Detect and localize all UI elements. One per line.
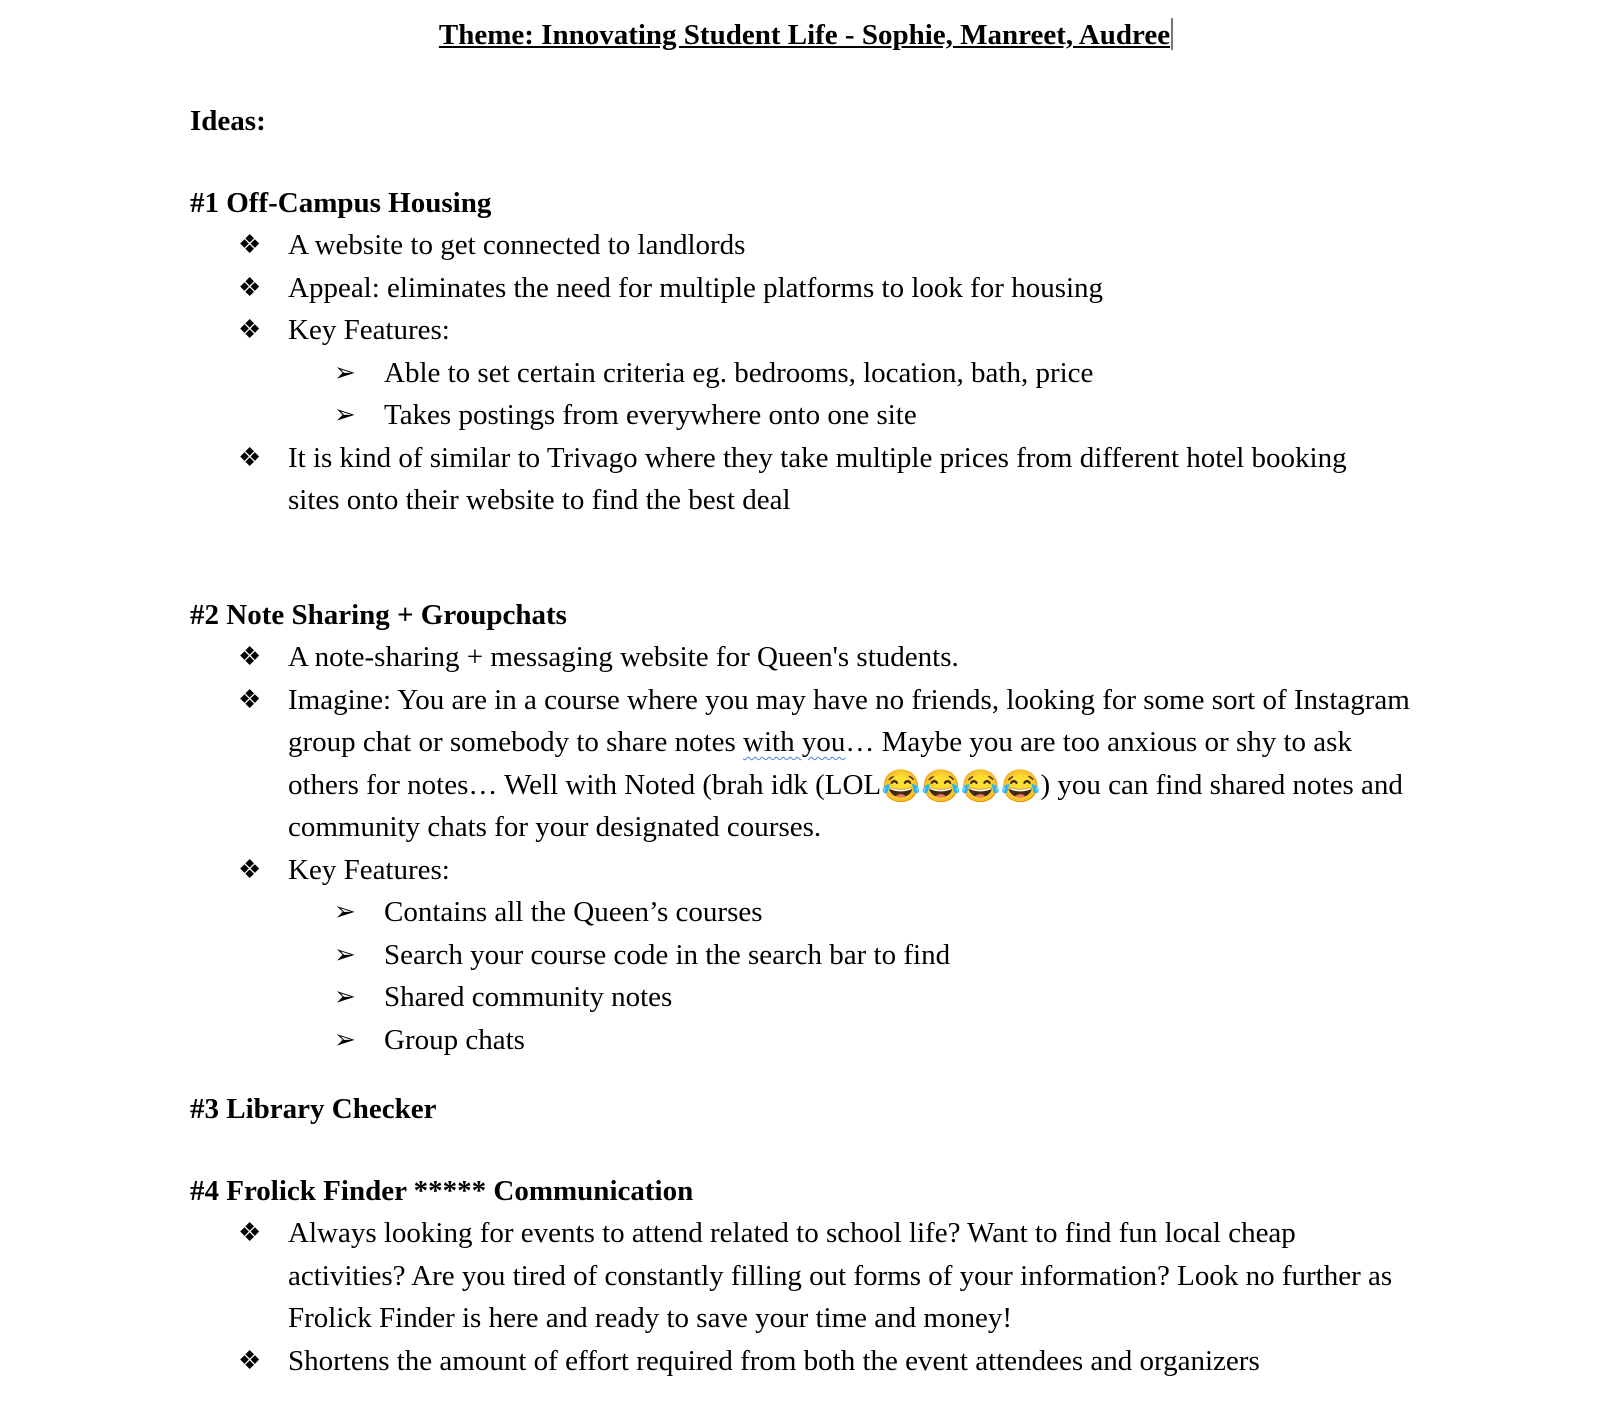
sub-list-item: ➢ Takes postings from everywhere onto one site [0, 394, 1384, 437]
list-item: ❖ Key Features: [0, 309, 1423, 352]
section-1-list [0, 224, 1423, 522]
ideas-label: Ideas: [190, 105, 266, 137]
list-item: ❖ Imagine: You are in a course where you may have no friends, looking for some sort of Instagram group chat or somebody to share notes with you… Maybe you are too anxious or shy to ask others for notes… Well with Noted (brah idk (LOL😂😂😂😂) you can find shared notes and community chats for your designated courses. [0, 679, 1428, 849]
list-item: ❖ Appeal: eliminates the need for multiple platforms to look for housing [0, 267, 1423, 310]
section-2-list [0, 636, 1428, 1061]
arrow-bullet-icon: ➢ [334, 982, 356, 1011]
sub-list-item: ➢ Shared community notes [0, 976, 1384, 1019]
list-item: ❖ Key Features: [0, 849, 1423, 892]
list-item: ❖ Shortens the amount of effort required from both the event attendees and organizers [0, 1340, 1408, 1383]
diamond-bullet-icon: ❖ [238, 684, 262, 714]
sub-list-item: ➢ Group chats [0, 1019, 1384, 1062]
title-text: Theme: Innovating Student Life - Sophie, Manreet, Audree [438, 19, 1171, 51]
diamond-bullet-icon: ❖ [238, 1345, 262, 1375]
laughing-emoji-icon: 😂😂😂😂 [881, 767, 1041, 804]
diamond-bullet-icon: ❖ [238, 230, 262, 259]
section-heading-library-checker: #3 Library Checker [190, 1093, 437, 1125]
sub-list-item: ➢ Contains all the Queen’s courses [0, 891, 1384, 934]
document-title [0, 18, 1612, 52]
sub-list-item: ➢ Search your course code in the search bar to find [0, 934, 1384, 977]
section-heading-off-campus-housing: #1 Off-Campus Housing [190, 187, 492, 219]
diamond-bullet-icon: ❖ [238, 1218, 262, 1247]
arrow-bullet-icon: ➢ [334, 897, 356, 926]
diamond-bullet-icon: ❖ [238, 272, 262, 302]
arrow-bullet-icon: ➢ [334, 400, 356, 429]
diamond-bullet-icon: ❖ [238, 642, 262, 671]
list-item: ❖ A note-sharing + messaging website for Queen's students. [0, 636, 1423, 679]
arrow-bullet-icon: ➢ [334, 1024, 356, 1054]
arrow-bullet-icon: ➢ [334, 939, 356, 969]
section-heading-frolick-finder: #4 Frolick Finder ***** Communication [190, 1175, 694, 1207]
section-heading-note-sharing: #2 Note Sharing + Groupchats [190, 599, 567, 631]
diamond-bullet-icon: ❖ [238, 442, 262, 472]
section-4-list [0, 1212, 1408, 1382]
spellcheck-squiggle[interactable]: with you [743, 726, 846, 758]
text-cursor [1171, 18, 1173, 50]
list-item: ❖ It is kind of similar to Trivago where they take multiple prices from different hotel booking sites onto their website to find the best deal [0, 437, 1348, 522]
diamond-bullet-icon: ❖ [238, 315, 262, 344]
sub-list-item: ➢ Able to set certain criteria eg. bedrooms, location, bath, price [0, 352, 1384, 395]
diamond-bullet-icon: ❖ [238, 854, 262, 884]
list-item: ❖ A website to get connected to landlords [0, 224, 1423, 267]
list-item: ❖ Always looking for events to attend related to school life? Want to find fun local cheap activities? Are you tired of constantly filling out forms of your information? Look no further as Frolick Finder is here and ready to save your time and money! [0, 1212, 1408, 1340]
arrow-bullet-icon: ➢ [334, 357, 356, 387]
